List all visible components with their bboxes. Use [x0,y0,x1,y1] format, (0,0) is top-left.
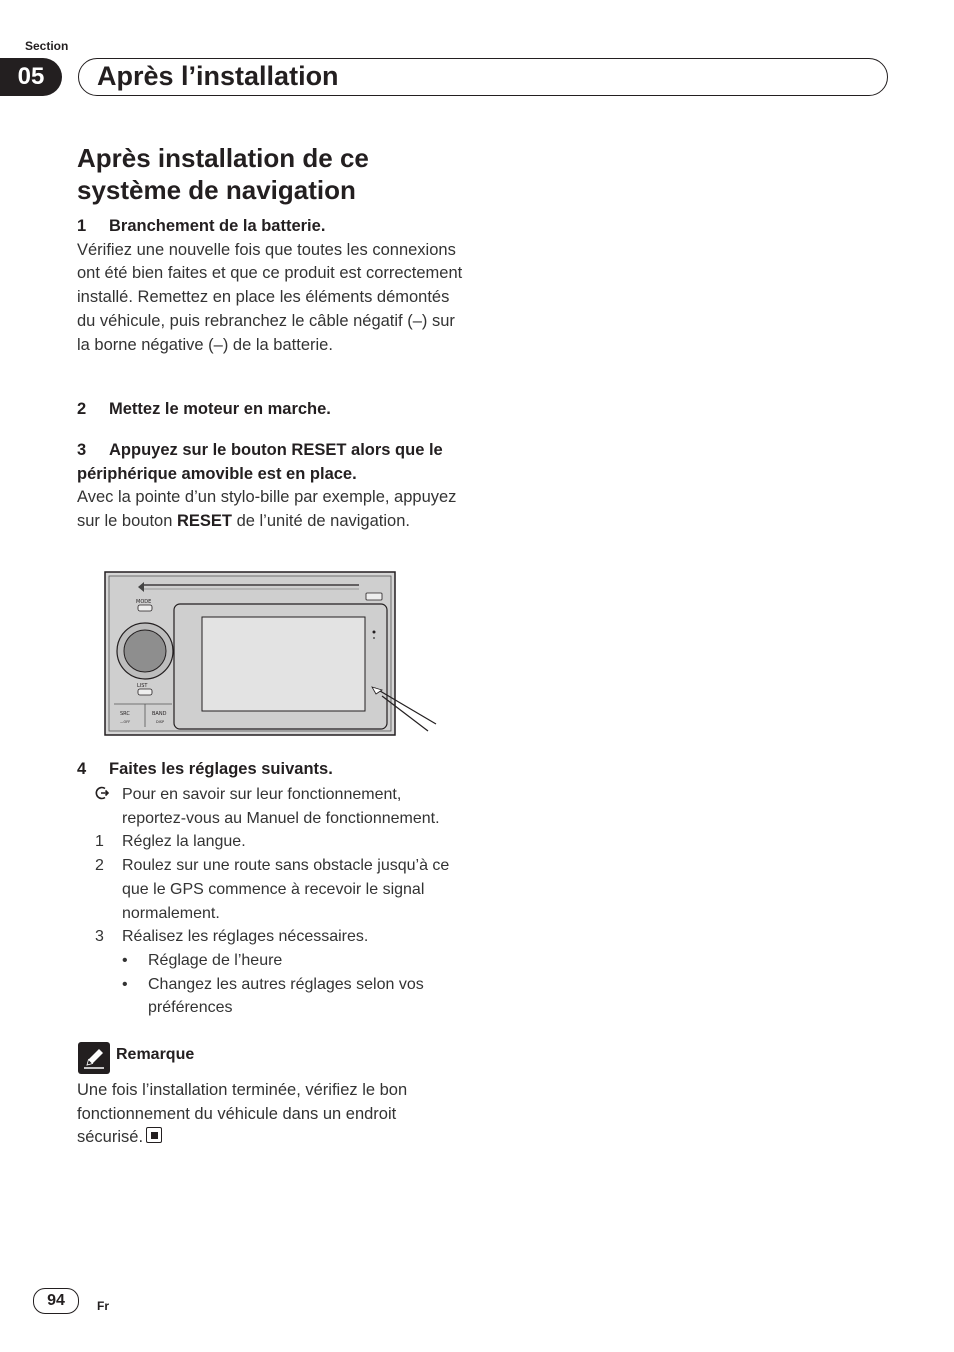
bullet-item: • Réglage de l’heure [122,951,283,969]
step-3-heading: 3 Appuyez sur le bouton RESET alors que le périphérique amovible est en place. [77,441,443,483]
list-item: 3 Réalisez les réglages nécessaires. [95,928,369,946]
page-title: Après installation de ce système de navigation [77,143,369,205]
section-title: Après l’installation [97,61,339,91]
src-label: SRC [120,711,130,717]
navigation-unit-illustration [104,571,444,741]
circled-arrow-icon [95,783,122,830]
band-label: BAND [152,711,167,717]
section-number: 05 [0,58,62,96]
navigation-unit-figure [104,571,444,746]
list-item: 2 Roulez sur une route sans obstacle jusqu’à ce que le GPS commence à recevoir le signal normalement. [95,857,450,922]
pencil-icon [78,1042,110,1074]
step-1-text: Vérifiez une nouvelle fois que toutes les connexions ont été bien faites et que ce produit est correctement installé. Remettez en place les éléments démontés du véhicule, puis rebranchez le câble négatif (–) sur la borne négative (–) de la batterie. [77,240,463,354]
step-4-details [95,783,465,1020]
step-4 [77,758,465,782]
step-1-heading: 1 Branchement de la batterie. [77,217,326,235]
section-label: Section [25,39,69,53]
step-3-text: Avec la pointe d’un stylo-bille par exemple, appuyez sur le bouton RESET de l’unité de navigation. [77,488,457,531]
mode-label: MODE [136,599,152,605]
bullet-item: • Changez les autres réglages selon vos préférences [122,975,424,1017]
step-3 [77,439,465,534]
note-text: Une fois l’installation terminée, vérifiez le bon fonctionnement du véhicule dans un endroit sécurisé. [77,1081,408,1147]
note-label: Remarque [116,1046,195,1063]
page-number: 94 [33,1288,79,1314]
language-label: Fr [97,1299,109,1313]
step-2 [77,398,465,422]
step-2-heading: 2 Mettez le moteur en marche. [77,400,331,418]
list-item: 1 Réglez la langue. [95,833,246,851]
src-sub-label: —OFF [120,720,131,724]
step-4-heading: 4 Faites les réglages suivants. [77,760,333,778]
end-mark-icon [146,1127,162,1143]
list-label: LIST [137,683,148,689]
step-1 [77,215,465,357]
band-sub-label: DISP [156,720,165,724]
arrow-note: Pour en savoir sur leur fonctionnement, reportez-vous au Manuel de fonctionnement. [95,783,465,830]
